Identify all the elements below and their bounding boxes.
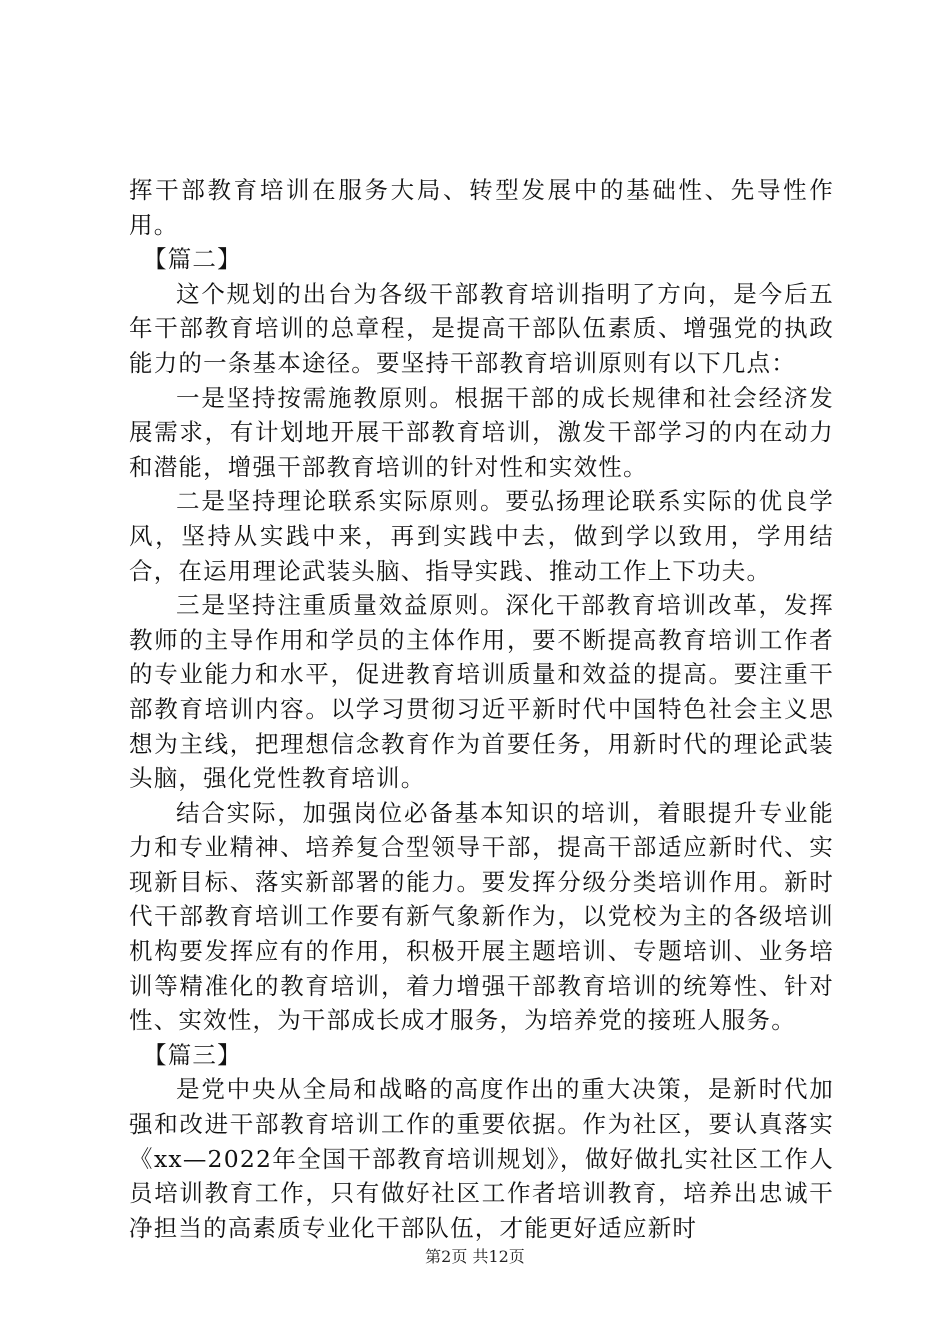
document-body xyxy=(129,173,834,1245)
paragraph-principle-three: 三是坚持注重质量效益原则。深化干部教育培训改革，发挥教师的主导作用和学员的主体作用，要不断提高教育培训工作者的专业能力和水平，促进教育培训质量和效益的提高。要注重干部教育培训内容。以学习贯彻习近平新时代中国特色社会主义思想为主线，把理想信念教育作为首要任务，用新时代的理论武装头脑，强化党性教育培训。 xyxy=(129,591,834,793)
paragraph-continuation: 挥干部教育培训在服务大局、转型发展中的基础性、先导性作用。 xyxy=(129,176,834,239)
paragraph-community: 是党中央从全局和战略的高度作出的重大决策，是新时代加强和改进干部教育培训工作的重要依据。作为社区，要认真落实《xx—2022年全国干部教育培训规划》，做好做扎实社区工作人员培训教育工作，只有做好社区工作者培训教育，培养出忠诚干净担当的高素质专业化干部队伍，才能更好适应新时 xyxy=(129,1075,834,1242)
page-number-footer: 第2页 共12页 xyxy=(425,1247,525,1266)
paragraph-practice: 结合实际，加强岗位必备基本知识的培训，着眼提升专业能力和专业精神、培养复合型领导干部，提高干部适应新时代、实现新目标、落实新部署的能力。要发挥分级分类培训作用。新时代干部教育培训工作要有新气象新作为，以党校为主的各级培训机构要发挥应有的作用，积极开展主题培训、专题培训、业务培训等精准化的教育培训，着力增强干部教育培训的统筹性、针对性、实效性，为干部成长成才服务，为培养党的接班人服务。 xyxy=(129,798,834,1035)
paragraph-principle-one: 一是坚持按需施教原则。根据干部的成长规律和社会经济发展需求，有计划地开展干部教育培训，激发干部学习的内在动力和潜能，增强干部教育培训的针对性和实效性。 xyxy=(129,383,834,481)
section-heading-part-two: 【篇二】 xyxy=(143,245,242,274)
section-heading-part-three: 【篇三】 xyxy=(143,1040,242,1069)
paragraph-intro: 这个规划的出台为各级干部教育培训指明了方向，是今后五年干部教育培训的总章程，是提高干部队伍素质、增强党的执政能力的一条基本途径。要坚持干部教育培训原则有以下几点： xyxy=(129,279,834,377)
paragraph-principle-two: 二是坚持理论联系实际原则。要弘扬理论联系实际的优良学风，坚持从实践中来，再到实践中去，做到学以致用，学用结合，在运用理论武装头脑、指导实践、推动工作上下功夫。 xyxy=(129,487,834,585)
